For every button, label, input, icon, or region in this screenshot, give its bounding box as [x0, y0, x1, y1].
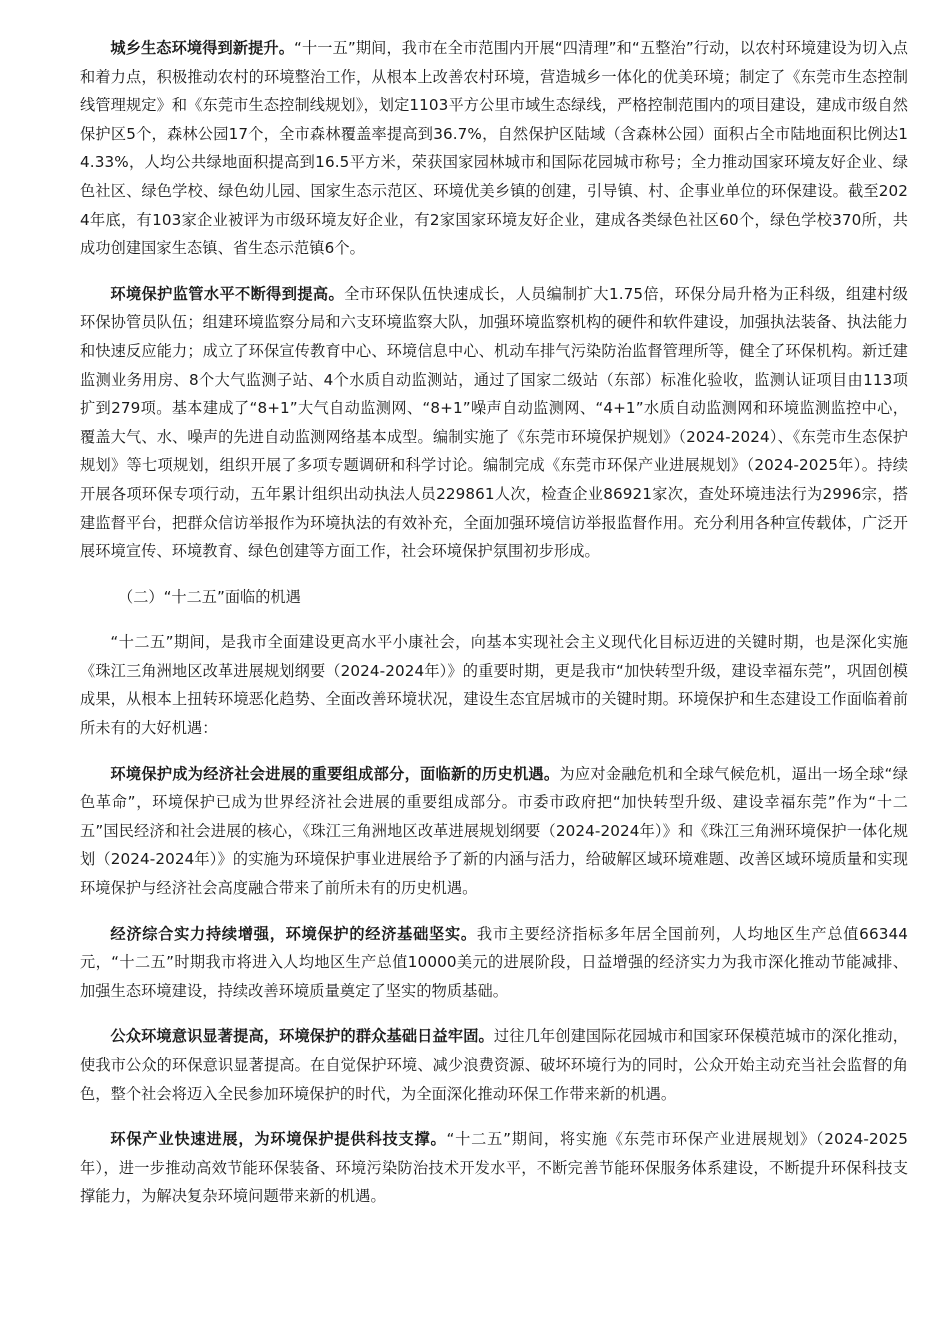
paragraph-lead: 环境保护监管水平不断得到提高。	[110, 284, 345, 303]
paragraph-text: “十二五”期间，是我市全面建设更高水平小康社会，向基本实现社会主义现代化目标迈进的关键时期，也是深化实施《珠江三角洲地区改革进展规划纲要（2024-2024年）》的重要时期，更是我市“加快转型升级，建设幸福东莞”，巩固创模成果，从根本上扭转环境恶化趋势、全面改善环境状况，建设生态宜居城市的关键时期。环境保护和生态建设工作面临着前所未有的大好机遇：	[80, 633, 908, 738]
paragraph-lead: 经济综合实力持续增强，环境保护的经济基础坚实。	[110, 924, 477, 943]
paragraph-text: 全市环保队伍快速成长，人员编制扩大1.75倍，环保分局升格为正科级，组建村级环保协管员队伍；组建环境监察分局和六支环境监察大队，加强环境监察机构的硬件和软件建设，加强执法装备、执法能力和快速反应能力；成立了环保宣传教育中心、环境信息中心、机动车排气污染防治监督管理所等，健全了环保机构。新迁建监测业务用房、8个大气监测子站、4个水质自动监测站，通过了国家二级站（东部）标准化验收，监测认证项目由113项扩到279项。基本建成了“8+1”大气自动监测网、“8+1”噪声自动监测网、“4+1”水质自动监测网和环境监测监控中心，覆盖大气、水、噪声的先进自动监测网络基本成型。编制实施了《东莞市环境保护规划》（2024-2024）、《东莞市生态保护规划》等七项规划，组织开展了多项专题调研和科学讨论。编制完成《东莞市环保产业进展规划》（2024-2025年）。持续开展各项环保专项行动，五年累计组织出动执法人员229861人次，检查企业86921家次，查处环境违法行为2996宗，搭建监督平台，把群众信访举报作为环境执法的有效补充，全面加强环境信访举报监督作用。充分利用各种宣传载体，广泛开展环境宣传、环境教育、绿色创建等方面工作，社会环境保护氛围初步形成。	[80, 284, 909, 561]
paragraph-text: 过往几年创建国际花园城市和国家环保模范城市的深化推动，使我市公众的环保意识显著提高。在自觉保护环境、减少浪费资源、破坏环境行为的同时，公众开始主动充当社会监督的角色，整个社会将迈入全民参加环境保护的时代，为全面深化推动环保工作带来新的机遇。	[80, 1027, 909, 1103]
paragraph-text: “十一五”期间，我市在全市范围内开展“四清理”和“五整治”行动，以农村环境建设为切入点和着力点，积极推动农村的环境整治工作，从根本上改善农村环境，营造城乡一体化的优美环境；制定了《东莞市生态控制线管理规定》和《东莞市生态控制线规划》，划定1103平方公里市域生态绿线，严格控制范围内的项目建设，建成市级自然保护区5个，森林公园17个，全市森林覆盖率提高到36.7%，自然保护区陆域（含森林公园）面积占全市陆地面积比例达14.33%，人均公共绿地面积提高到16.5平方米，荣获国家园林城市和国际花园城市称号；全力推动国家环境友好企业、绿色社区、绿色学校、绿色幼儿园、国家生态示范区、环境优美乡镇的创建，引导镇、村、企事业单位的环保建设。截至2024年底，有103家企业被评为市级环境友好企业，有2家国家环境友好企业，建成各类绿色社区60个，绿色学校370所，共成功创建国家生态镇、省生态示范镇6个。	[80, 39, 908, 258]
paragraph-text: 为应对金融危机和全球气候危机，逼出一场全球“绿色革命”，环境保护已成为世界经济社会进展的重要组成部分。市委市政府把“加快转型升级、建设幸福东莞”作为“十二五”国民经济和社会进展的核心，《珠江三角洲地区改革进展规划纲要（2024-2024年）》和《珠江三角洲环境保护一体化规划（2024-2024年）》的实施为环境保护事业进展给予了新的内涵与活力，给破解区域环境难题、改善区域环境质量和实现环境保护与经济社会高度融合带来了前所未有的历史机遇。	[80, 764, 908, 898]
paragraph-text: 我市主要经济指标多年居全国前列，人均地区生产总值66344元，“十二五”时期我市将进入人均地区生产总值10000美元的进展阶段，日益增强的经济实力为我市深化推动节能减排、加强生态环境建设，持续改善环境质量奠定了坚实的物质基础。	[80, 924, 908, 1000]
paragraph-opportunity-history	[80, 760, 908, 903]
paragraph-lead: 公众环境意识显著提高，环境保护的群众基础日益牢固。	[110, 1027, 494, 1046]
paragraph-text: “十二五”期间，将实施《东莞市环保产业进展规划》（2024-2025年），进一步推动高效节能环保装备、环境污染防治技术开发水平，不断完善节能环保服务体系建设，不断提升环保科技支撑能力，为解决复杂环境问题带来新的机遇。	[80, 1130, 908, 1206]
paragraph-lead: 环境保护成为经济社会进展的重要组成部分，面临新的历史机遇。	[110, 764, 560, 783]
paragraph-industry	[80, 1125, 908, 1211]
paragraph-intro	[80, 628, 908, 742]
paragraph-lead: 环保产业快速进展，为环境保护提供科技支撑。	[110, 1130, 447, 1149]
paragraph-lead: 城乡生态环境得到新提升。	[110, 39, 294, 57]
document-page	[80, 34, 908, 1228]
paragraph-ecology	[80, 34, 908, 263]
paragraph-supervision	[80, 280, 908, 566]
paragraph-economy	[80, 920, 908, 1006]
section-heading: （二）“十二五”面临的机遇	[118, 587, 301, 606]
paragraph-public-awareness	[80, 1022, 908, 1108]
